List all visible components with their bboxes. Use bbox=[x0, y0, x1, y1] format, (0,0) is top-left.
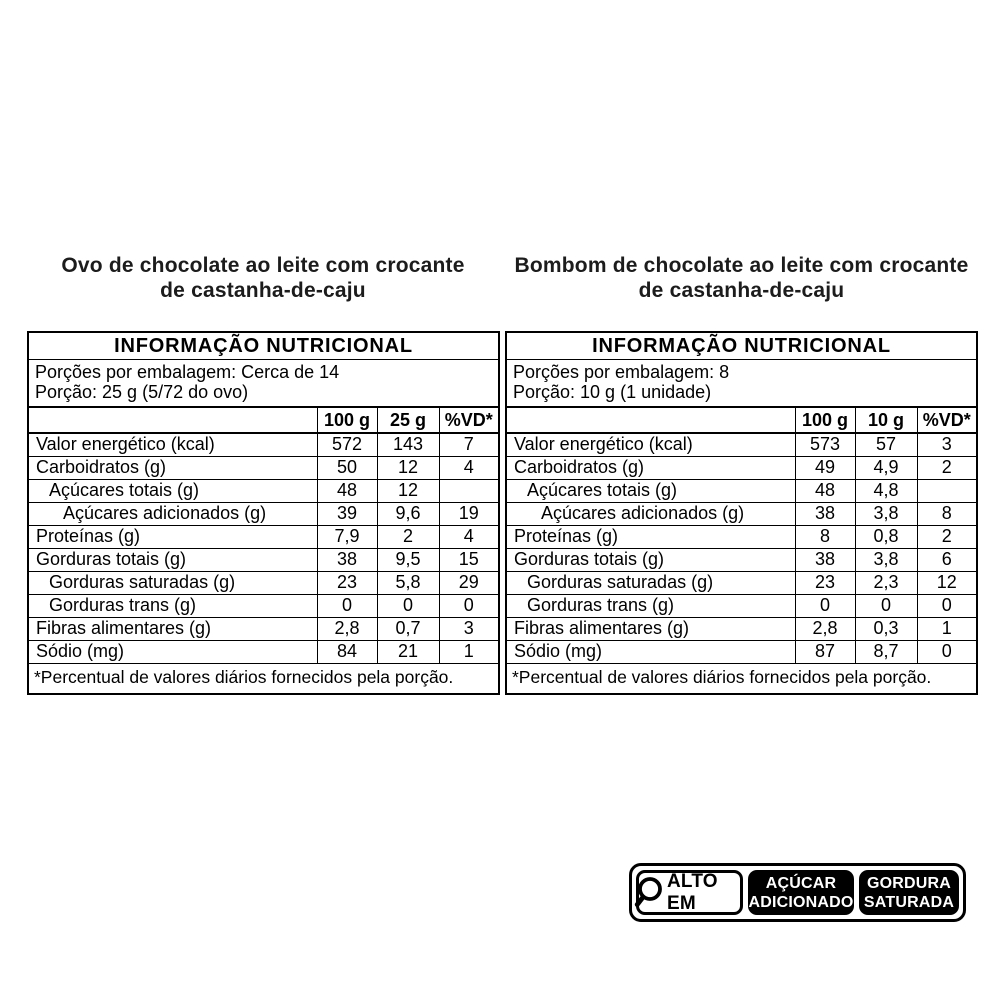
product-title bbox=[27, 253, 499, 303]
nutrient-label: Açúcares adicionados (g) bbox=[28, 502, 317, 525]
table-title: INFORMAÇÃO NUTRICIONAL bbox=[28, 332, 499, 360]
table-row bbox=[506, 407, 977, 433]
table-row bbox=[506, 548, 977, 571]
value-per-100g: 48 bbox=[795, 479, 855, 502]
value-per-100g: 38 bbox=[795, 502, 855, 525]
value-per-100g: 573 bbox=[795, 433, 855, 456]
warning-tag-added-sugar bbox=[748, 870, 854, 915]
value-per-serving: 5,8 bbox=[377, 571, 439, 594]
warning-tag-saturated-fat bbox=[859, 870, 959, 915]
table-footnote: *Percentual de valores diários fornecidos pela porção. bbox=[512, 666, 932, 687]
value-percent-dv bbox=[439, 479, 499, 502]
nutrient-label: Açúcares totais (g) bbox=[28, 479, 317, 502]
table-row bbox=[28, 571, 499, 594]
value-percent-dv: 0 bbox=[439, 594, 499, 617]
value-percent-dv: 0 bbox=[917, 640, 977, 663]
nutrition-table bbox=[27, 331, 500, 695]
table-row bbox=[506, 525, 977, 548]
warning-tag-line1: AÇÚCAR bbox=[765, 874, 837, 892]
servings-cell bbox=[506, 360, 977, 408]
value-percent-dv: 2 bbox=[917, 525, 977, 548]
table-footnote: *Percentual de valores diários fornecidos pela porção. bbox=[34, 666, 454, 687]
value-per-100g: 50 bbox=[317, 456, 377, 479]
table-row bbox=[28, 617, 499, 640]
product-title-line2: de castanha-de-caju bbox=[160, 279, 366, 302]
nutrient-label: Gorduras trans (g) bbox=[28, 594, 317, 617]
value-per-100g: 0 bbox=[795, 594, 855, 617]
value-percent-dv: 19 bbox=[439, 502, 499, 525]
value-percent-dv: 8 bbox=[917, 502, 977, 525]
value-percent-dv: 0 bbox=[917, 594, 977, 617]
nutrient-label: Fibras alimentares (g) bbox=[28, 617, 317, 640]
nutrient-label: Valor energético (kcal) bbox=[506, 433, 795, 456]
col-header-vd: %VD* bbox=[439, 407, 499, 433]
value-per-serving: 2,3 bbox=[855, 571, 917, 594]
table-row bbox=[506, 617, 977, 640]
table-row bbox=[28, 548, 499, 571]
servings-per-package: Porções por embalagem: 8 bbox=[513, 362, 730, 382]
nutrient-label: Gorduras totais (g) bbox=[28, 548, 317, 571]
value-per-serving: 3,8 bbox=[855, 548, 917, 571]
value-per-serving: 4,9 bbox=[855, 456, 917, 479]
table-row bbox=[28, 332, 499, 360]
nutrient-label: Carboidratos (g) bbox=[28, 456, 317, 479]
table-row bbox=[506, 360, 977, 408]
value-per-serving: 12 bbox=[377, 479, 439, 502]
nutrient-label: Açúcares adicionados (g) bbox=[506, 502, 795, 525]
table-row bbox=[28, 433, 499, 456]
table-row bbox=[506, 640, 977, 663]
value-percent-dv: 4 bbox=[439, 456, 499, 479]
nutrient-label: Sódio (mg) bbox=[506, 640, 795, 663]
nutrient-label: Gorduras saturadas (g) bbox=[506, 571, 795, 594]
product-bombom bbox=[505, 253, 978, 695]
nutrient-label: Proteínas (g) bbox=[28, 525, 317, 548]
table-row bbox=[506, 479, 977, 502]
value-per-100g: 7,9 bbox=[317, 525, 377, 548]
col-header-vd: %VD* bbox=[917, 407, 977, 433]
value-per-serving: 9,6 bbox=[377, 502, 439, 525]
value-per-serving: 0,3 bbox=[855, 617, 917, 640]
alto-em-label: ALTO EM bbox=[667, 870, 718, 914]
col-header-serving: 10 g bbox=[855, 407, 917, 433]
value-percent-dv: 12 bbox=[917, 571, 977, 594]
servings-cell bbox=[28, 360, 499, 408]
table-row bbox=[28, 479, 499, 502]
serving-size: Porção: 10 g (1 unidade) bbox=[513, 382, 712, 402]
value-per-serving: 0,8 bbox=[855, 525, 917, 548]
table-row bbox=[506, 663, 977, 694]
value-per-100g: 84 bbox=[317, 640, 377, 663]
table-row bbox=[28, 502, 499, 525]
value-per-100g: 39 bbox=[317, 502, 377, 525]
value-per-100g: 38 bbox=[795, 548, 855, 571]
nutrition-table bbox=[505, 331, 978, 695]
value-percent-dv: 1 bbox=[439, 640, 499, 663]
table-row bbox=[506, 433, 977, 456]
value-per-serving: 57 bbox=[855, 433, 917, 456]
nutrient-label: Sódio (mg) bbox=[28, 640, 317, 663]
warning-tag-line2: ADICIONADO bbox=[748, 893, 854, 911]
value-percent-dv: 1 bbox=[917, 617, 977, 640]
table-row bbox=[28, 360, 499, 408]
value-per-100g: 2,8 bbox=[317, 617, 377, 640]
value-percent-dv: 15 bbox=[439, 548, 499, 571]
nutrient-label: Açúcares totais (g) bbox=[506, 479, 795, 502]
value-percent-dv: 29 bbox=[439, 571, 499, 594]
value-per-100g: 48 bbox=[317, 479, 377, 502]
nutrient-label: Fibras alimentares (g) bbox=[506, 617, 795, 640]
value-per-100g: 87 bbox=[795, 640, 855, 663]
value-per-100g: 572 bbox=[317, 433, 377, 456]
value-per-serving: 0,7 bbox=[377, 617, 439, 640]
value-percent-dv bbox=[917, 479, 977, 502]
table-row bbox=[28, 594, 499, 617]
warning-tag-line2: SATURADA bbox=[863, 893, 955, 911]
value-per-serving: 12 bbox=[377, 456, 439, 479]
table-row bbox=[506, 456, 977, 479]
table-row bbox=[28, 640, 499, 663]
nutrient-label: Carboidratos (g) bbox=[506, 456, 795, 479]
col-header-100g: 100 g bbox=[317, 407, 377, 433]
table-row bbox=[28, 525, 499, 548]
table-row bbox=[28, 663, 499, 694]
value-per-100g: 49 bbox=[795, 456, 855, 479]
product-ovo bbox=[27, 253, 499, 695]
product-title bbox=[505, 253, 978, 303]
nutrient-label: Proteínas (g) bbox=[506, 525, 795, 548]
table-title: INFORMAÇÃO NUTRICIONAL bbox=[506, 332, 977, 360]
magnifier-icon bbox=[634, 873, 668, 915]
value-per-100g: 23 bbox=[795, 571, 855, 594]
value-per-serving: 143 bbox=[377, 433, 439, 456]
value-per-100g: 2,8 bbox=[795, 617, 855, 640]
serving-size: Porção: 25 g (5/72 do ovo) bbox=[35, 382, 249, 402]
alto-em-seal bbox=[636, 870, 743, 915]
value-per-serving: 8,7 bbox=[855, 640, 917, 663]
nutrient-label: Gorduras saturadas (g) bbox=[28, 571, 317, 594]
nutrient-label: Gorduras trans (g) bbox=[506, 594, 795, 617]
value-per-100g: 38 bbox=[317, 548, 377, 571]
value-per-serving: 0 bbox=[377, 594, 439, 617]
value-percent-dv: 2 bbox=[917, 456, 977, 479]
value-per-serving: 3,8 bbox=[855, 502, 917, 525]
empty-header-cell bbox=[28, 407, 317, 433]
value-per-serving: 0 bbox=[855, 594, 917, 617]
servings-per-package: Porções por embalagem: Cerca de 14 bbox=[35, 362, 340, 382]
table-row bbox=[506, 332, 977, 360]
value-per-serving: 4,8 bbox=[855, 479, 917, 502]
product-title-line1: Ovo de chocolate ao leite com crocante bbox=[61, 254, 465, 277]
value-percent-dv: 4 bbox=[439, 525, 499, 548]
value-per-serving: 9,5 bbox=[377, 548, 439, 571]
table-row bbox=[506, 571, 977, 594]
value-percent-dv: 6 bbox=[917, 548, 977, 571]
value-per-serving: 21 bbox=[377, 640, 439, 663]
empty-header-cell bbox=[506, 407, 795, 433]
value-percent-dv: 7 bbox=[439, 433, 499, 456]
value-percent-dv: 3 bbox=[917, 433, 977, 456]
table-row bbox=[28, 456, 499, 479]
value-per-100g: 0 bbox=[317, 594, 377, 617]
product-title-line1: Bombom de chocolate ao leite com crocante bbox=[514, 254, 969, 277]
value-per-100g: 8 bbox=[795, 525, 855, 548]
table-row bbox=[506, 502, 977, 525]
col-header-100g: 100 g bbox=[795, 407, 855, 433]
high-in-warning-badge bbox=[629, 863, 966, 922]
value-per-100g: 23 bbox=[317, 571, 377, 594]
product-title-line2: de castanha-de-caju bbox=[638, 279, 845, 302]
warning-tag-line1: GORDURA bbox=[866, 874, 952, 892]
table-row bbox=[28, 407, 499, 433]
table-row bbox=[506, 594, 977, 617]
nutrient-label: Gorduras totais (g) bbox=[506, 548, 795, 571]
nutrient-label: Valor energético (kcal) bbox=[28, 433, 317, 456]
value-per-serving: 2 bbox=[377, 525, 439, 548]
col-header-serving: 25 g bbox=[377, 407, 439, 433]
value-percent-dv: 3 bbox=[439, 617, 499, 640]
